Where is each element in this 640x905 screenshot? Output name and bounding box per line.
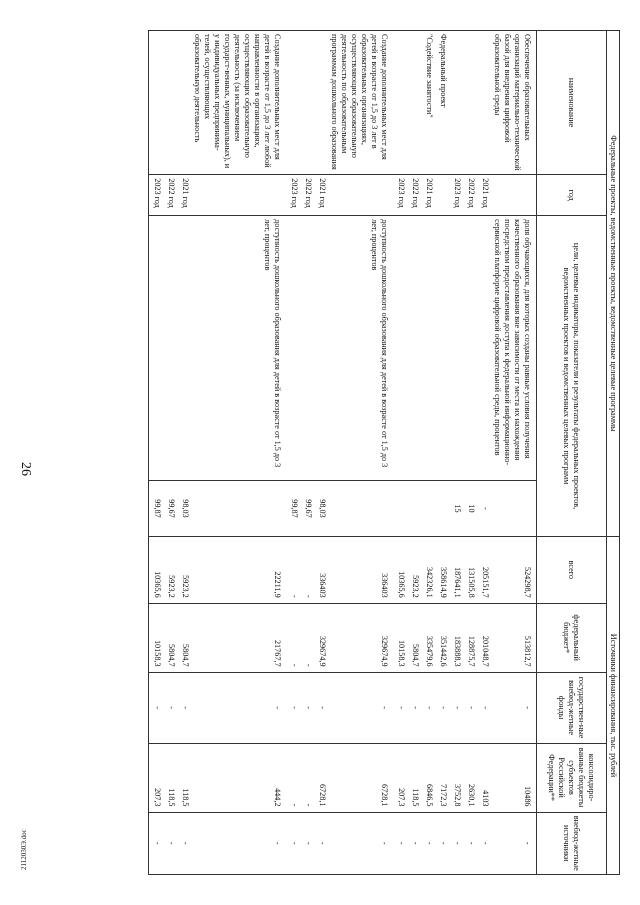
cell-name: Обеспечение образовательных организаций материально-технической базой для внедрения цифровой образовательной среды bbox=[491, 31, 537, 175]
cell-extra: - bbox=[449, 812, 463, 875]
header-group-financing: Источники финансирования, тыс. рублей bbox=[607, 536, 620, 874]
financing-table bbox=[148, 30, 620, 875]
cell-indicator-value: - bbox=[477, 480, 491, 536]
cell-federal: - bbox=[300, 603, 314, 672]
cell-name: Создание дополнительных мест для детей в возрасте от 1,5 до 3 лет в образовательных организациях, осуществляющих образовательную деятельность по образовательным программам дошкольного образования bbox=[328, 31, 393, 175]
cell-state-funds: - bbox=[449, 672, 463, 743]
cell-regional: 207,3 bbox=[149, 743, 164, 812]
cell-regional: 118,5 bbox=[177, 743, 191, 812]
cell-federal: 513812,7 bbox=[491, 603, 537, 672]
cell-regional: 207,3 bbox=[393, 743, 407, 812]
cell-year: 2021 год bbox=[477, 175, 491, 216]
cell-indicator-value bbox=[191, 480, 286, 536]
cell-extra: - bbox=[477, 812, 491, 875]
cell-state-funds: - bbox=[191, 672, 286, 743]
table-row bbox=[477, 31, 491, 875]
cell-year: 2022 год bbox=[407, 175, 421, 216]
cell-extra: - bbox=[328, 812, 393, 875]
cell-indicator-value: 10 bbox=[463, 480, 477, 536]
header-regional: консолидиро-ванные бюджеты субъектов Российской Федерации** bbox=[537, 743, 607, 812]
cell-indicator-value bbox=[435, 480, 449, 536]
cell-indicator bbox=[421, 216, 435, 481]
cell-total: 336403 bbox=[328, 536, 393, 603]
cell-indicator bbox=[477, 216, 491, 481]
cell-extra: - bbox=[421, 812, 435, 875]
cell-year: 2023 год bbox=[149, 175, 164, 216]
page-number: 26 bbox=[18, 462, 33, 476]
cell-federal: 329674,9 bbox=[328, 603, 393, 672]
cell-indicator-value bbox=[491, 480, 537, 536]
footer-filename: 2112030Э.doc bbox=[20, 829, 28, 870]
cell-indicator: доля обучающихся, для которых созданы равные условия получения качественного образования вне зависимости от места их нахождения посредством предоставления доступа к федеральной информационно-сервисной платформе цифровой образовательной среды, процентов bbox=[491, 216, 537, 481]
cell-state-funds: - bbox=[314, 672, 328, 743]
cell-total: 342326,1 bbox=[421, 536, 435, 603]
cell-total: 205151,7 bbox=[477, 536, 491, 603]
cell-regional: 6728,1 bbox=[314, 743, 328, 812]
cell-federal: 21767,7 bbox=[191, 603, 286, 672]
cell-state-funds: - bbox=[149, 672, 164, 743]
cell-total: 10365,6 bbox=[393, 536, 407, 603]
cell-extra: - bbox=[191, 812, 286, 875]
cell-federal: 183888,3 bbox=[449, 603, 463, 672]
cell-total: 10365,6 bbox=[149, 536, 164, 603]
cell-year: 2021 год bbox=[421, 175, 435, 216]
table-row bbox=[314, 31, 328, 875]
cell-extra: - bbox=[435, 812, 449, 875]
table-row bbox=[163, 31, 177, 875]
cell-indicator-value: 99,87 bbox=[286, 480, 300, 536]
cell-name bbox=[393, 31, 407, 175]
cell-name: Создание дополнительных мест для детей в возрасте от 1,5 до 3 лет любой направленности в организациях, осуществляющих образовательную деятельность (за исключением государст-венных, муниципальных), и у индивидуальных предпринима-телей, осуществляющих образовательную деятельность bbox=[191, 31, 286, 175]
cell-extra: - bbox=[407, 812, 421, 875]
cell-year bbox=[491, 175, 537, 216]
cell-indicator-value: 15 bbox=[449, 480, 463, 536]
table-row bbox=[407, 31, 421, 875]
cell-federal: 5804,7 bbox=[407, 603, 421, 672]
cell-total: 524298,7 bbox=[491, 536, 537, 603]
cell-year bbox=[435, 175, 449, 216]
table-row bbox=[191, 31, 286, 875]
cell-federal: 5804,7 bbox=[177, 603, 191, 672]
cell-regional: 118,5 bbox=[163, 743, 177, 812]
table-row bbox=[328, 31, 393, 875]
cell-year bbox=[191, 175, 286, 216]
cell-indicator-value: 99,67 bbox=[163, 480, 177, 536]
cell-total: 22211,9 bbox=[191, 536, 286, 603]
cell-indicator bbox=[149, 216, 164, 481]
cell-extra: - bbox=[314, 812, 328, 875]
table-body bbox=[149, 31, 537, 875]
cell-indicator bbox=[286, 216, 300, 481]
cell-name bbox=[407, 31, 421, 175]
cell-regional: 3752,8 bbox=[449, 743, 463, 812]
cell-total: 187641,1 bbox=[449, 536, 463, 603]
cell-regional: - bbox=[300, 743, 314, 812]
cell-indicator-value bbox=[407, 480, 421, 536]
cell-indicator-value: 99,87 bbox=[149, 480, 164, 536]
header-extra: внебюд-жетные источники bbox=[537, 812, 607, 875]
cell-state-funds: - bbox=[163, 672, 177, 743]
cell-indicator-value bbox=[421, 480, 435, 536]
cell-name bbox=[286, 31, 300, 175]
table-row bbox=[435, 31, 449, 875]
cell-federal: 329674,9 bbox=[314, 603, 328, 672]
table-row bbox=[300, 31, 314, 875]
cell-federal: - bbox=[286, 603, 300, 672]
cell-regional: 10486 bbox=[491, 743, 537, 812]
cell-indicator bbox=[177, 216, 191, 481]
cell-indicator bbox=[163, 216, 177, 481]
cell-indicator bbox=[393, 216, 407, 481]
cell-regional: 4103 bbox=[477, 743, 491, 812]
header-state-funds: государствен-ные внебюд-жетные фонды bbox=[537, 672, 607, 743]
cell-federal: 5804,7 bbox=[163, 603, 177, 672]
cell-indicator-value bbox=[393, 480, 407, 536]
table-row bbox=[491, 31, 537, 875]
cell-year: 2022 год bbox=[300, 175, 314, 216]
table-row bbox=[177, 31, 191, 875]
cell-indicator-value: 98,03 bbox=[314, 480, 328, 536]
cell-state-funds: - bbox=[393, 672, 407, 743]
table-row bbox=[463, 31, 477, 875]
cell-state-funds: - bbox=[463, 672, 477, 743]
cell-federal: 128875,7 bbox=[463, 603, 477, 672]
cell-name bbox=[177, 31, 191, 175]
cell-total: - bbox=[286, 536, 300, 603]
cell-total: - bbox=[300, 536, 314, 603]
cell-total: 5923,2 bbox=[407, 536, 421, 603]
cell-extra: - bbox=[286, 812, 300, 875]
table-row bbox=[393, 31, 407, 875]
cell-indicator bbox=[407, 216, 421, 481]
cell-indicator bbox=[463, 216, 477, 481]
cell-extra: - bbox=[300, 812, 314, 875]
cell-federal: 201048,7 bbox=[477, 603, 491, 672]
cell-federal: 10158,3 bbox=[149, 603, 164, 672]
cell-extra: - bbox=[177, 812, 191, 875]
cell-name bbox=[463, 31, 477, 175]
cell-state-funds: - bbox=[477, 672, 491, 743]
cell-extra: - bbox=[463, 812, 477, 875]
cell-indicator: доступность дошкольного образования для детей в возрасте от 1,5 до 3 лет, процентов bbox=[191, 216, 286, 481]
cell-total: 5923,2 bbox=[163, 536, 177, 603]
cell-year: 2021 год bbox=[314, 175, 328, 216]
cell-regional: 444,2 bbox=[191, 743, 286, 812]
cell-state-funds: - bbox=[407, 672, 421, 743]
cell-name bbox=[300, 31, 314, 175]
cell-total: 358614,9 bbox=[435, 536, 449, 603]
cell-name: Федеральный проект bbox=[435, 31, 449, 175]
cell-regional: 6728,1 bbox=[328, 743, 393, 812]
cell-regional: - bbox=[286, 743, 300, 812]
cell-indicator bbox=[449, 216, 463, 481]
cell-indicator bbox=[435, 216, 449, 481]
cell-regional: 118,5 bbox=[407, 743, 421, 812]
cell-year: 2023 год bbox=[286, 175, 300, 216]
cell-name bbox=[477, 31, 491, 175]
header-total: всего bbox=[537, 536, 607, 603]
cell-year: 2021 год bbox=[177, 175, 191, 216]
cell-total: 131505,8 bbox=[463, 536, 477, 603]
header-indicators: цели, целевые индикаторы, показатели и результаты федеральных проектов, ведомственных проектов и ведомственных целевых программ bbox=[537, 216, 607, 537]
cell-state-funds: - bbox=[286, 672, 300, 743]
cell-indicator: доступность дошкольного образования для детей в возрасте от 1,5 до 3 лет, процентов bbox=[328, 216, 393, 481]
cell-federal: 351442,6 bbox=[435, 603, 449, 672]
table-row bbox=[421, 31, 435, 875]
cell-year: 2023 год bbox=[449, 175, 463, 216]
cell-name bbox=[449, 31, 463, 175]
cell-total: 5923,2 bbox=[177, 536, 191, 603]
table-row bbox=[149, 31, 164, 875]
table-row bbox=[449, 31, 463, 875]
cell-state-funds: - bbox=[177, 672, 191, 743]
cell-indicator-value: 98,03 bbox=[177, 480, 191, 536]
header-name: наименование bbox=[537, 31, 607, 175]
cell-state-funds: - bbox=[300, 672, 314, 743]
cell-name bbox=[163, 31, 177, 175]
cell-total: 336403 bbox=[314, 536, 328, 603]
header-year: год bbox=[537, 175, 607, 216]
cell-state-funds: - bbox=[491, 672, 537, 743]
rotated-document-table-sheet bbox=[30, 30, 620, 875]
table-row bbox=[286, 31, 300, 875]
cell-state-funds: - bbox=[328, 672, 393, 743]
cell-year bbox=[328, 175, 393, 216]
cell-name: "Содействие занятости" bbox=[421, 31, 435, 175]
cell-indicator bbox=[300, 216, 314, 481]
cell-indicator-value: 99,67 bbox=[300, 480, 314, 536]
cell-regional: 6846,5 bbox=[421, 743, 435, 812]
cell-year: 2023 год bbox=[393, 175, 407, 216]
cell-extra: - bbox=[163, 812, 177, 875]
cell-state-funds: - bbox=[421, 672, 435, 743]
cell-state-funds: - bbox=[435, 672, 449, 743]
header-federal: федеральный бюджет* bbox=[537, 603, 607, 672]
cell-federal: 335479,6 bbox=[421, 603, 435, 672]
cell-extra: - bbox=[149, 812, 164, 875]
cell-regional: 7172,3 bbox=[435, 743, 449, 812]
cell-regional: 2630,1 bbox=[463, 743, 477, 812]
cell-federal: 10158,3 bbox=[393, 603, 407, 672]
cell-year: 2022 год bbox=[463, 175, 477, 216]
cell-year: 2022 год bbox=[163, 175, 177, 216]
cell-name bbox=[314, 31, 328, 175]
cell-extra: - bbox=[393, 812, 407, 875]
cell-name bbox=[149, 31, 164, 175]
cell-indicator bbox=[314, 216, 328, 481]
cell-indicator-value bbox=[328, 480, 393, 536]
cell-extra: - bbox=[491, 812, 537, 875]
header-group-projects: Федеральные проекты, ведомственные проекты, ведомственные целевые программы bbox=[607, 31, 620, 537]
